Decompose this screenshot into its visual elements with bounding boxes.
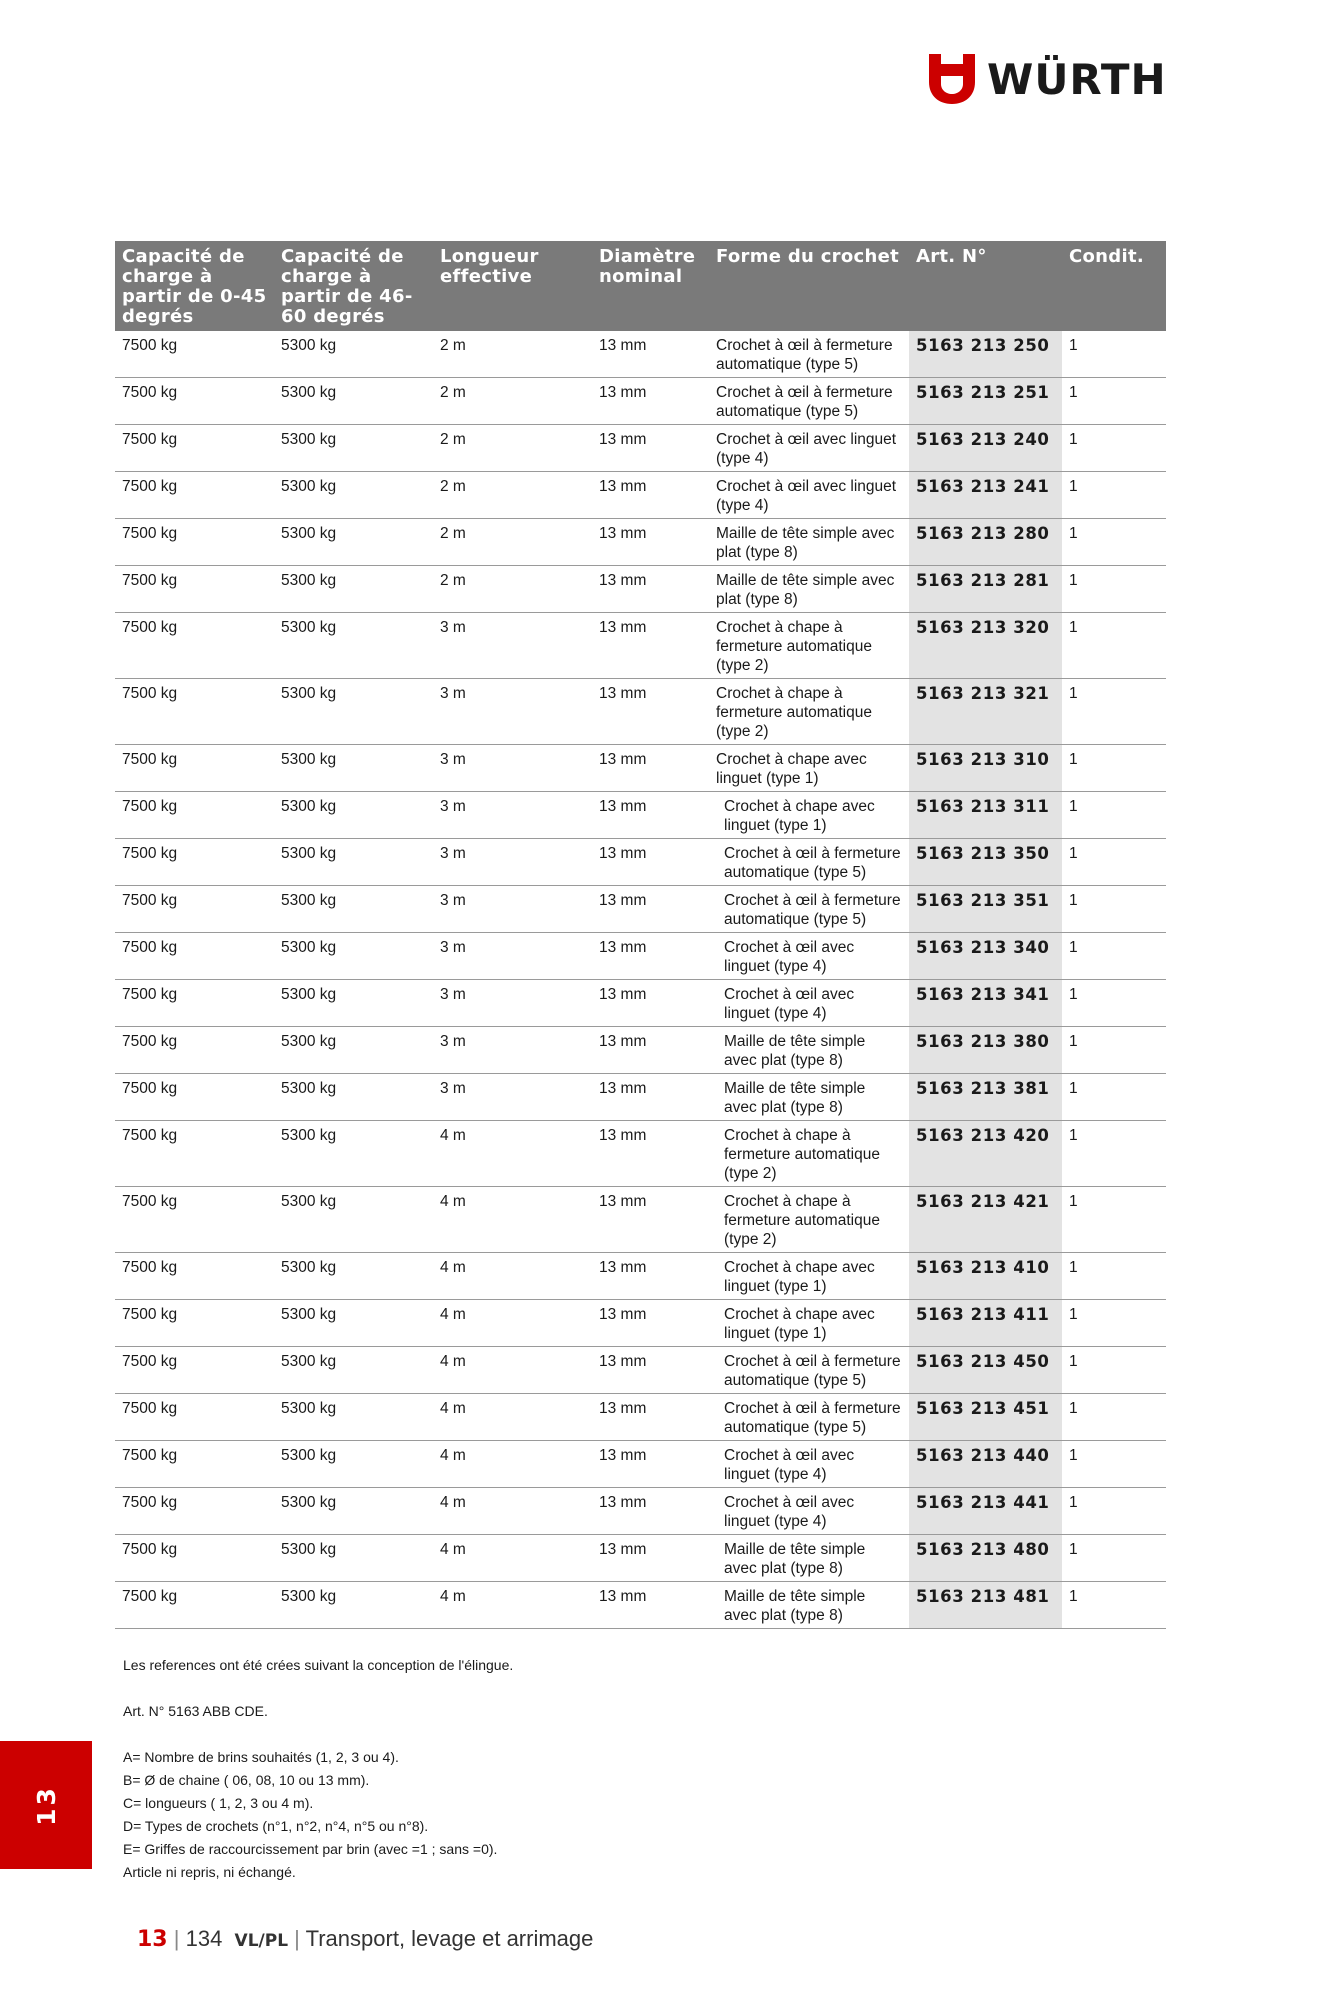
- cell-packaging: 1: [1062, 566, 1166, 613]
- cell-diameter: 13 mm: [592, 792, 709, 839]
- cell-packaging: 1: [1062, 933, 1166, 980]
- table-row: [115, 792, 1166, 839]
- cell-capacity-46-60: 5300 kg: [274, 519, 433, 566]
- cell-packaging: 1: [1062, 331, 1166, 378]
- cell-diameter: 13 mm: [592, 1121, 709, 1187]
- cell-capacity-0-45: 7500 kg: [115, 745, 274, 792]
- cell-capacity-0-45: 7500 kg: [115, 1253, 274, 1300]
- wurth-logo: [926, 52, 1171, 106]
- cell-packaging: 1: [1062, 886, 1166, 933]
- note-legend: [123, 1746, 513, 1884]
- cell-art-number: 5163 213 320: [909, 613, 1062, 679]
- cell-capacity-46-60: 5300 kg: [274, 1488, 433, 1535]
- cell-hook-shape: Maille de tête simple avec plat (type 8): [709, 1027, 909, 1074]
- note-art-format: Art. N° 5163 ABB CDE.: [123, 1703, 268, 1719]
- table-row: [115, 1187, 1166, 1253]
- cell-capacity-46-60: 5300 kg: [274, 472, 433, 519]
- cell-hook-shape: Crochet à chape à fermeture automatique (type 2): [709, 679, 909, 745]
- cell-packaging: 1: [1062, 1441, 1166, 1488]
- cell-capacity-46-60: 5300 kg: [274, 933, 433, 980]
- footer-title: Transport, levage et arrimage: [305, 1926, 594, 1951]
- cell-length: 3 m: [433, 613, 592, 679]
- cell-length: 4 m: [433, 1535, 592, 1582]
- cell-diameter: 13 mm: [592, 679, 709, 745]
- table-row: [115, 331, 1166, 378]
- cell-length: 2 m: [433, 425, 592, 472]
- cell-diameter: 13 mm: [592, 1394, 709, 1441]
- cell-diameter: 13 mm: [592, 378, 709, 425]
- table-row: [115, 886, 1166, 933]
- table-row: [115, 425, 1166, 472]
- cell-capacity-0-45: 7500 kg: [115, 933, 274, 980]
- cell-capacity-0-45: 7500 kg: [115, 378, 274, 425]
- cell-art-number: 5163 213 380: [909, 1027, 1062, 1074]
- cell-capacity-46-60: 5300 kg: [274, 886, 433, 933]
- cell-capacity-46-60: 5300 kg: [274, 425, 433, 472]
- cell-capacity-0-45: 7500 kg: [115, 1582, 274, 1629]
- cell-packaging: 1: [1062, 679, 1166, 745]
- cell-art-number: 5163 213 310: [909, 745, 1062, 792]
- cell-length: 3 m: [433, 1027, 592, 1074]
- cell-art-number: 5163 213 351: [909, 886, 1062, 933]
- cell-capacity-46-60: 5300 kg: [274, 1582, 433, 1629]
- table-row: [115, 613, 1166, 679]
- legend-item: B= Ø de chaine ( 06, 08, 10 ou 13 mm).: [123, 1772, 370, 1788]
- footer-category: VL/PL: [234, 1931, 289, 1951]
- cell-length: 4 m: [433, 1441, 592, 1488]
- cell-diameter: 13 mm: [592, 519, 709, 566]
- cell-packaging: 1: [1062, 1394, 1166, 1441]
- cell-packaging: 1: [1062, 613, 1166, 679]
- legend-item: E= Griffes de raccourcissement par brin (avec =1 ; sans =0).: [123, 1841, 498, 1857]
- table-row: [115, 933, 1166, 980]
- chapter-side-tab-label: 13: [31, 1784, 61, 1826]
- cell-art-number: 5163 213 451: [909, 1394, 1062, 1441]
- footer-page-number: 134: [185, 1926, 223, 1951]
- header-capacity-46-60: Capacité de charge à partir de 46-60 degrés: [274, 241, 433, 331]
- cell-art-number: 5163 213 441: [909, 1488, 1062, 1535]
- cell-art-number: 5163 213 340: [909, 933, 1062, 980]
- cell-length: 2 m: [433, 331, 592, 378]
- cell-length: 2 m: [433, 378, 592, 425]
- cell-packaging: 1: [1062, 519, 1166, 566]
- wurth-logo-text: WÜRTH: [987, 55, 1167, 104]
- cell-packaging: 1: [1062, 1074, 1166, 1121]
- cell-length: 4 m: [433, 1300, 592, 1347]
- cell-diameter: 13 mm: [592, 1300, 709, 1347]
- cell-art-number: 5163 213 410: [909, 1253, 1062, 1300]
- cell-art-number: 5163 213 281: [909, 566, 1062, 613]
- cell-capacity-46-60: 5300 kg: [274, 1394, 433, 1441]
- cell-hook-shape: Crochet à œil avec linguet (type 4): [709, 1441, 909, 1488]
- cell-length: 2 m: [433, 566, 592, 613]
- cell-diameter: 13 mm: [592, 886, 709, 933]
- footer-separator-2: |: [294, 1926, 300, 1951]
- note-reference: Les references ont été crées suivant la conception de l'élingue.: [123, 1657, 514, 1673]
- cell-capacity-0-45: 7500 kg: [115, 679, 274, 745]
- table-row: [115, 980, 1166, 1027]
- cell-length: 3 m: [433, 679, 592, 745]
- cell-hook-shape: Crochet à œil à fermeture automatique (type 5): [709, 331, 909, 378]
- cell-capacity-46-60: 5300 kg: [274, 1535, 433, 1582]
- cell-diameter: 13 mm: [592, 1535, 709, 1582]
- cell-capacity-0-45: 7500 kg: [115, 1027, 274, 1074]
- cell-art-number: 5163 213 480: [909, 1535, 1062, 1582]
- footer-separator: |: [173, 1926, 180, 1951]
- cell-length: 3 m: [433, 839, 592, 886]
- table-row: [115, 1582, 1166, 1629]
- cell-capacity-0-45: 7500 kg: [115, 613, 274, 679]
- cell-capacity-0-45: 7500 kg: [115, 425, 274, 472]
- header-hook-shape: Forme du crochet: [709, 241, 909, 331]
- cell-diameter: 13 mm: [592, 613, 709, 679]
- cell-length: 4 m: [433, 1347, 592, 1394]
- cell-length: 4 m: [433, 1582, 592, 1629]
- cell-art-number: 5163 213 240: [909, 425, 1062, 472]
- cell-diameter: 13 mm: [592, 1187, 709, 1253]
- table-header-row: [115, 241, 1166, 331]
- cell-hook-shape: Maille de tête simple avec plat (type 8): [709, 566, 909, 613]
- table-row: [115, 1347, 1166, 1394]
- table-row: [115, 679, 1166, 745]
- cell-hook-shape: Crochet à œil avec linguet (type 4): [709, 472, 909, 519]
- cell-diameter: 13 mm: [592, 1582, 709, 1629]
- cell-capacity-46-60: 5300 kg: [274, 613, 433, 679]
- cell-capacity-0-45: 7500 kg: [115, 472, 274, 519]
- header-art-number: Art. N°: [909, 241, 1062, 331]
- cell-capacity-46-60: 5300 kg: [274, 1121, 433, 1187]
- cell-diameter: 13 mm: [592, 1027, 709, 1074]
- cell-art-number: 5163 213 251: [909, 378, 1062, 425]
- cell-art-number: 5163 213 420: [909, 1121, 1062, 1187]
- chapter-side-tab: [0, 1741, 92, 1869]
- cell-hook-shape: Maille de tête simple avec plat (type 8): [709, 519, 909, 566]
- cell-art-number: 5163 213 341: [909, 980, 1062, 1027]
- cell-capacity-0-45: 7500 kg: [115, 1441, 274, 1488]
- cell-capacity-0-45: 7500 kg: [115, 1121, 274, 1187]
- cell-packaging: 1: [1062, 378, 1166, 425]
- cell-capacity-46-60: 5300 kg: [274, 1074, 433, 1121]
- table-row: [115, 566, 1166, 613]
- cell-art-number: 5163 213 280: [909, 519, 1062, 566]
- cell-capacity-46-60: 5300 kg: [274, 331, 433, 378]
- cell-hook-shape: Crochet à œil à fermeture automatique (type 5): [709, 886, 909, 933]
- cell-length: 4 m: [433, 1253, 592, 1300]
- cell-capacity-46-60: 5300 kg: [274, 1347, 433, 1394]
- cell-art-number: 5163 213 381: [909, 1074, 1062, 1121]
- cell-length: 3 m: [433, 745, 592, 792]
- cell-capacity-46-60: 5300 kg: [274, 1187, 433, 1253]
- cell-packaging: 1: [1062, 745, 1166, 792]
- cell-capacity-46-60: 5300 kg: [274, 378, 433, 425]
- cell-art-number: 5163 213 440: [909, 1441, 1062, 1488]
- cell-art-number: 5163 213 321: [909, 679, 1062, 745]
- cell-length: 4 m: [433, 1121, 592, 1187]
- cell-packaging: 1: [1062, 1121, 1166, 1187]
- cell-diameter: 13 mm: [592, 1347, 709, 1394]
- cell-diameter: 13 mm: [592, 745, 709, 792]
- cell-capacity-0-45: 7500 kg: [115, 519, 274, 566]
- cell-capacity-46-60: 5300 kg: [274, 839, 433, 886]
- cell-capacity-0-45: 7500 kg: [115, 1187, 274, 1253]
- cell-diameter: 13 mm: [592, 933, 709, 980]
- cell-diameter: 13 mm: [592, 839, 709, 886]
- cell-capacity-0-45: 7500 kg: [115, 1074, 274, 1121]
- cell-length: 4 m: [433, 1394, 592, 1441]
- cell-hook-shape: Crochet à œil avec linguet (type 4): [709, 425, 909, 472]
- cell-length: 2 m: [433, 472, 592, 519]
- cell-length: 2 m: [433, 519, 592, 566]
- cell-packaging: 1: [1062, 425, 1166, 472]
- cell-hook-shape: Crochet à œil avec linguet (type 4): [709, 1488, 909, 1535]
- cell-packaging: 1: [1062, 839, 1166, 886]
- legend-item: Article ni repris, ni échangé.: [123, 1864, 296, 1880]
- cell-capacity-0-45: 7500 kg: [115, 886, 274, 933]
- cell-packaging: 1: [1062, 1187, 1166, 1253]
- cell-capacity-0-45: 7500 kg: [115, 1347, 274, 1394]
- cell-packaging: 1: [1062, 792, 1166, 839]
- cell-packaging: 1: [1062, 980, 1166, 1027]
- cell-capacity-46-60: 5300 kg: [274, 1027, 433, 1074]
- table-row: [115, 1027, 1166, 1074]
- cell-capacity-0-45: 7500 kg: [115, 980, 274, 1027]
- cell-art-number: 5163 213 481: [909, 1582, 1062, 1629]
- cell-capacity-46-60: 5300 kg: [274, 566, 433, 613]
- cell-art-number: 5163 213 250: [909, 331, 1062, 378]
- cell-packaging: 1: [1062, 1027, 1166, 1074]
- cell-length: 3 m: [433, 886, 592, 933]
- cell-capacity-0-45: 7500 kg: [115, 566, 274, 613]
- cell-capacity-0-45: 7500 kg: [115, 331, 274, 378]
- cell-hook-shape: Crochet à chape avec linguet (type 1): [709, 745, 909, 792]
- page-footer: [137, 1926, 593, 1952]
- cell-hook-shape: Crochet à œil à fermeture automatique (type 5): [709, 1394, 909, 1441]
- cell-length: 3 m: [433, 792, 592, 839]
- table-row: [115, 1253, 1166, 1300]
- cell-hook-shape: Crochet à œil à fermeture automatique (type 5): [709, 839, 909, 886]
- cell-art-number: 5163 213 350: [909, 839, 1062, 886]
- notes: [123, 1654, 513, 1884]
- cell-hook-shape: Crochet à chape avec linguet (type 1): [709, 1300, 909, 1347]
- cell-art-number: 5163 213 450: [909, 1347, 1062, 1394]
- cell-hook-shape: Crochet à œil avec linguet (type 4): [709, 933, 909, 980]
- product-table: [115, 241, 1166, 1629]
- cell-hook-shape: Crochet à chape à fermeture automatique (type 2): [709, 613, 909, 679]
- cell-capacity-46-60: 5300 kg: [274, 792, 433, 839]
- cell-art-number: 5163 213 411: [909, 1300, 1062, 1347]
- cell-packaging: 1: [1062, 1300, 1166, 1347]
- header-effective-length: Longueur effective: [433, 241, 592, 331]
- cell-capacity-0-45: 7500 kg: [115, 1394, 274, 1441]
- cell-capacity-46-60: 5300 kg: [274, 1300, 433, 1347]
- cell-hook-shape: Crochet à œil à fermeture automatique (type 5): [709, 1347, 909, 1394]
- cell-diameter: 13 mm: [592, 566, 709, 613]
- cell-diameter: 13 mm: [592, 472, 709, 519]
- table-row: [115, 1121, 1166, 1187]
- cell-hook-shape: Maille de tête simple avec plat (type 8): [709, 1074, 909, 1121]
- table-row: [115, 1535, 1166, 1582]
- cell-length: 4 m: [433, 1187, 592, 1253]
- cell-hook-shape: Maille de tête simple avec plat (type 8): [709, 1582, 909, 1629]
- cell-diameter: 13 mm: [592, 1441, 709, 1488]
- cell-packaging: 1: [1062, 1347, 1166, 1394]
- cell-hook-shape: Crochet à chape à fermeture automatique (type 2): [709, 1121, 909, 1187]
- cell-capacity-0-45: 7500 kg: [115, 1488, 274, 1535]
- cell-hook-shape: Crochet à œil avec linguet (type 4): [709, 980, 909, 1027]
- cell-hook-shape: Crochet à œil à fermeture automatique (type 5): [709, 378, 909, 425]
- cell-packaging: 1: [1062, 1253, 1166, 1300]
- cell-packaging: 1: [1062, 1488, 1166, 1535]
- cell-capacity-0-45: 7500 kg: [115, 792, 274, 839]
- cell-capacity-0-45: 7500 kg: [115, 839, 274, 886]
- table-body: [115, 331, 1166, 1629]
- cell-length: 4 m: [433, 1488, 592, 1535]
- cell-capacity-46-60: 5300 kg: [274, 679, 433, 745]
- header-nominal-diameter: Diamètre nominal: [592, 241, 709, 331]
- cell-diameter: 13 mm: [592, 425, 709, 472]
- cell-diameter: 13 mm: [592, 1074, 709, 1121]
- table-row: [115, 1394, 1166, 1441]
- cell-capacity-0-45: 7500 kg: [115, 1300, 274, 1347]
- cell-hook-shape: Crochet à chape avec linguet (type 1): [709, 1253, 909, 1300]
- table-row: [115, 1441, 1166, 1488]
- cell-packaging: 1: [1062, 1582, 1166, 1629]
- cell-capacity-46-60: 5300 kg: [274, 980, 433, 1027]
- cell-diameter: 13 mm: [592, 980, 709, 1027]
- cell-capacity-46-60: 5300 kg: [274, 1253, 433, 1300]
- cell-length: 3 m: [433, 1074, 592, 1121]
- cell-diameter: 13 mm: [592, 1253, 709, 1300]
- cell-art-number: 5163 213 311: [909, 792, 1062, 839]
- table-row: [115, 1488, 1166, 1535]
- table-row: [115, 1074, 1166, 1121]
- legend-item: D= Types de crochets (n°1, n°2, n°4, n°5 ou n°8).: [123, 1818, 429, 1834]
- footer-chapter: 13: [137, 1927, 168, 1952]
- cell-packaging: 1: [1062, 472, 1166, 519]
- cell-hook-shape: Crochet à chape avec linguet (type 1): [709, 792, 909, 839]
- table-row: [115, 839, 1166, 886]
- cell-capacity-46-60: 5300 kg: [274, 745, 433, 792]
- legend-item: A= Nombre de brins souhaités (1, 2, 3 ou 4).: [123, 1749, 399, 1765]
- header-packaging: Condit.: [1062, 241, 1166, 331]
- cell-hook-shape: Maille de tête simple avec plat (type 8): [709, 1535, 909, 1582]
- table-row: [115, 1300, 1166, 1347]
- legend-item: C= longueurs ( 1, 2, 3 ou 4 m).: [123, 1795, 314, 1811]
- cell-diameter: 13 mm: [592, 1488, 709, 1535]
- table-row: [115, 378, 1166, 425]
- table-row: [115, 519, 1166, 566]
- cell-capacity-0-45: 7500 kg: [115, 1535, 274, 1582]
- cell-packaging: 1: [1062, 1535, 1166, 1582]
- cell-art-number: 5163 213 421: [909, 1187, 1062, 1253]
- cell-capacity-46-60: 5300 kg: [274, 1441, 433, 1488]
- table-row: [115, 745, 1166, 792]
- table-row: [115, 472, 1166, 519]
- cell-art-number: 5163 213 241: [909, 472, 1062, 519]
- cell-diameter: 13 mm: [592, 331, 709, 378]
- cell-length: 3 m: [433, 933, 592, 980]
- cell-hook-shape: Crochet à chape à fermeture automatique (type 2): [709, 1187, 909, 1253]
- cell-length: 3 m: [433, 980, 592, 1027]
- wurth-logo-mark-icon: [926, 52, 978, 106]
- header-capacity-0-45: Capacité de charge à partir de 0-45 degrés: [115, 241, 274, 331]
